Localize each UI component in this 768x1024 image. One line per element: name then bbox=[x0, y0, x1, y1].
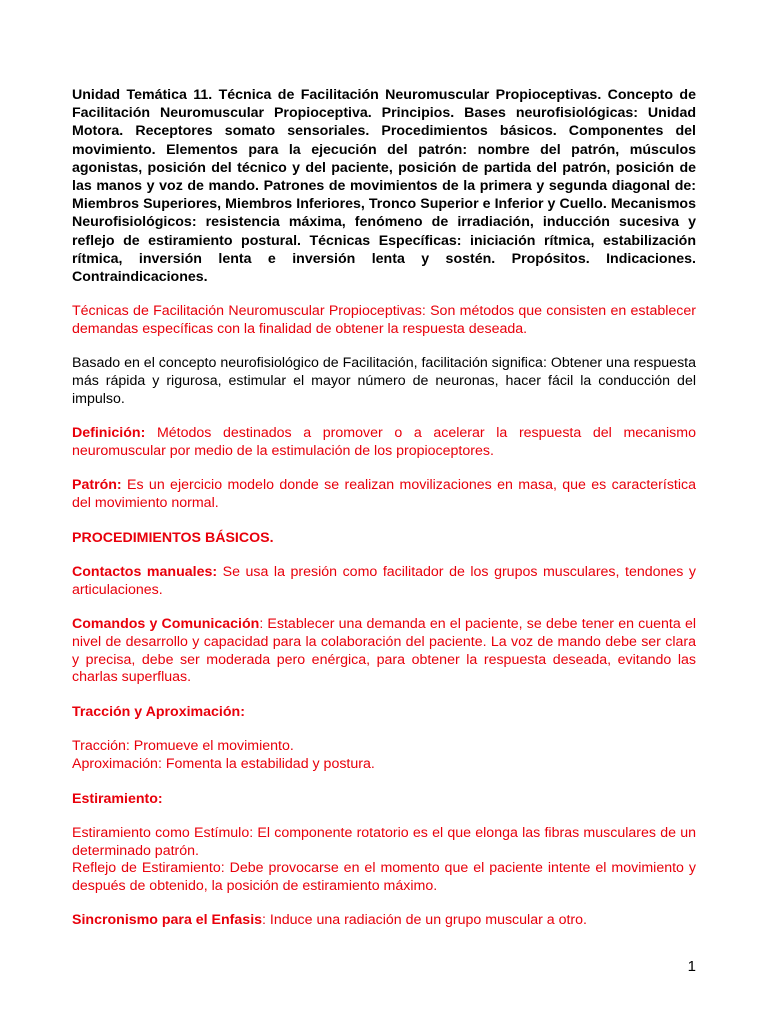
synchronism-paragraph bbox=[72, 912, 696, 930]
stretch-reflex-paragraph: Reflejo de Estiramiento: Debe provocarse en el momento que el paciente intente el movimiento y después de obtenido, la posición de estiramiento máximo. bbox=[72, 860, 696, 894]
definition-paragraph bbox=[72, 425, 696, 460]
commands-label: Comandos y Comunicación bbox=[72, 616, 260, 633]
concept-paragraph: Basado en el concepto neurofisiológico de Facilitación, facilitación significa: Obtener una respuesta más rápida y rigurosa, estimular el mayor número de neuronas, hacer fácil la conducción del impulso. bbox=[72, 355, 696, 407]
stretch-stimulus-paragraph: Estiramiento como Estímulo: El componente rotatorio es el que elonga las fibras musculares de un determinado patrón. bbox=[72, 825, 696, 859]
pattern-paragraph bbox=[72, 477, 696, 512]
traction-title: Tracción y Aproximación: bbox=[72, 703, 245, 720]
pattern-label: Patrón: bbox=[72, 477, 122, 494]
approximation-line: Aproximación: Fomenta la estabilidad y postura. bbox=[72, 755, 375, 772]
unit-heading: Unidad Temática 11. Técnica de Facilitación Neuromuscular Propioceptivas. Concepto de Facilitación Neuromuscular Propioceptiva. Principios. Bases neurofisiológicas: Unidad Motora. Receptores somato sensoriales. Procedimientos básicos. Componentes del movimiento. Elementos para la ejecución del patrón: nombre del patrón, músculos agonistas, posición del técnico y del paciente, posición de partida del patrón, posición de las manos y voz de mando. Patrones de movimientos de la primera y segunda diagonal de: Miembros Superiores, Miembros Inferiores, Tronco Superior e Inferior y Cuello. Mecanismos Neurofisiológicos: resistencia máxima, fenómeno de irradiación, inducción sucesiva y reflejo de estiramiento postural. Técnicas Específicas: iniciación rítmica, estabilización rítmica, inversión lenta e inversión lenta y sostén. Propósitos. Indicaciones. Contraindicaciones. bbox=[72, 87, 696, 286]
manual-contacts-label: Contactos manuales: bbox=[72, 564, 218, 581]
commands-paragraph bbox=[72, 616, 696, 686]
synchronism-text: : Induce una radiación de un grupo muscular a otro. bbox=[262, 912, 587, 929]
pattern-text: Es un ejercicio modelo donde se realizan movilizaciones en masa, que es característica del movimiento normal. bbox=[72, 477, 696, 511]
traction-line: Tracción: Promueve el movimiento. bbox=[72, 738, 294, 755]
definition-label: Definición: bbox=[72, 425, 146, 442]
stretch-title: Estiramiento: bbox=[72, 790, 163, 807]
intro-paragraph: Técnicas de Facilitación Neuromuscular Propioceptivas: Son métodos que consisten en establecer demandas específicas con la finalidad de obtener la respuesta deseada. bbox=[72, 303, 696, 337]
manual-contacts-paragraph bbox=[72, 564, 696, 599]
procedures-title: PROCEDIMIENTOS BÁSICOS. bbox=[72, 529, 274, 546]
manual-contacts-text: Se usa la presión como facilitador de los grupos musculares, tendones y articulaciones. bbox=[72, 564, 697, 598]
page-number: 1 bbox=[687, 958, 696, 975]
definition-text: Métodos destinados a promover o a acelerar la respuesta del mecanismo neuromuscular por medio de la estimulación de los propioceptores. bbox=[72, 425, 696, 459]
synchronism-label: Sincronismo para el Enfasis bbox=[72, 912, 263, 929]
commands-text: : Establecer una demanda en el paciente, se debe tener en cuenta el nivel de desarrollo y capacidad para la colaboración del paciente. La voz de mando debe ser clara y precisa, debe ser moderada pero enérgica, para obtener la respuesta deseada, evitando las charlas superfluas. bbox=[72, 616, 696, 686]
